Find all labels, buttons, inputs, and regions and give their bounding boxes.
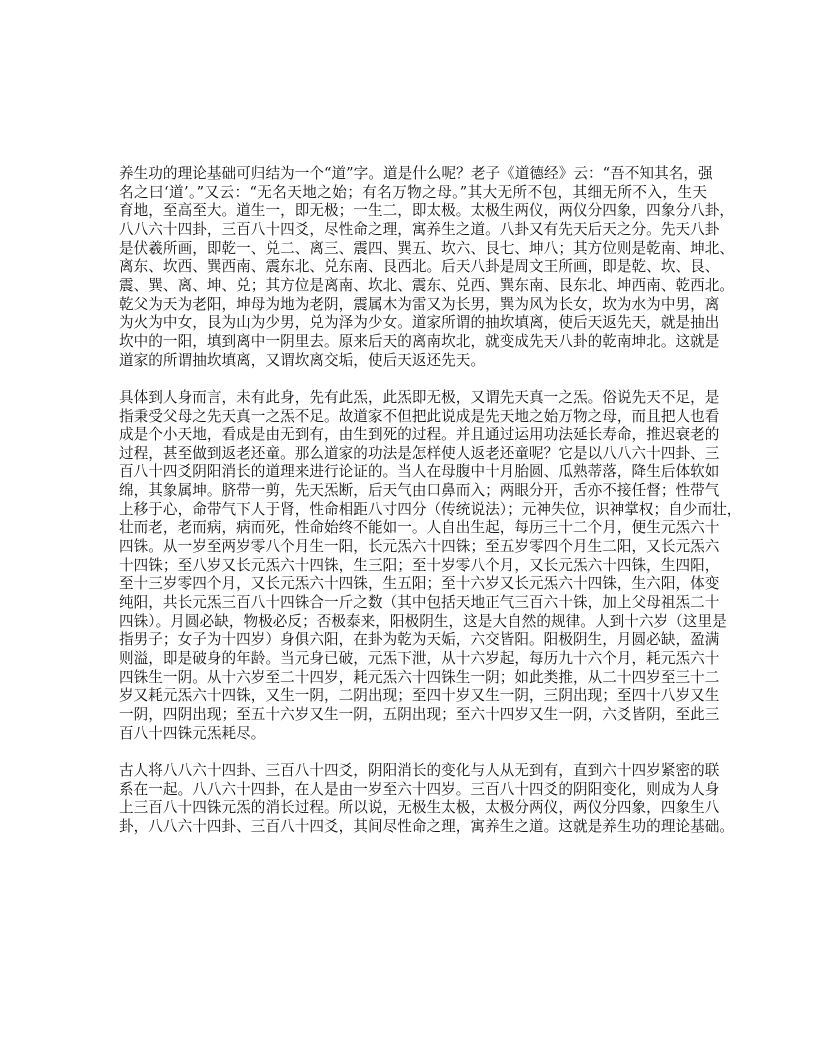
text-line: 至十三岁零四个月，又长元炁六十四铢，生五阳；至十六岁又长元炁六十四铢，生六阳，体变: [119, 575, 720, 593]
document-page: [119, 165, 742, 855]
text-line: 系在一起。八八六十四卦，在人是由一岁至六十四岁。三百八十四爻的阴阳变化，则成为人身: [119, 780, 720, 798]
text-line: 四铢）。月圆必缺，物极必反；否极泰来，阳极阴生，这是大自然的规律。人到十六岁（这里是: [119, 612, 727, 630]
text-line: 一阴，四阴出现；至五十六岁又生一阴，五阴出现；至六十四岁又生一阴，六爻皆阴，至此三: [119, 706, 720, 724]
text-line: 坎中的一阳，填到离中一阴里去。原来后天的离南坎北，就变成先天八卦的乾南坤北。这就是: [119, 332, 720, 350]
text-line: 指秉受父母之先天真一之炁不足。故道家不但把此说成是先天地之始万物之母，而且把人也看: [119, 407, 720, 425]
text-line: 绵，其象属坤。脐带一剪，先天炁断，后天气由口鼻而入；两眼分开，舌亦不接任督；性带气: [119, 482, 720, 500]
text-line: 古人将八八六十四卦、三百八十四爻，阴阳消长的变化与人从无到有，直到六十四岁紧密的联: [119, 761, 720, 779]
text-line: 壮而老，老而病，病而死，性命始终不能如一。人自出生起，每历三十二个月，便生元炁六十: [119, 519, 720, 537]
text-line: 育地，至高至大。道生一，即无极；一生二，即太极。太极生两仪，两仪分四象，四象分八卦，: [119, 202, 735, 220]
text-line: 为火为中女，艮为山为少男，兑为泽为少女。道家所谓的抽坎填离，使后天返先天，就是抽出: [119, 314, 720, 332]
text-line: 四铢。从一岁至两岁零八个月生一阳，长元炁六十四铢；至五岁零四个月生二阳，又长元炁六: [119, 538, 720, 556]
text-line: 纯阳，共长元炁三百八十四铢合一斤之数（其中包括天地正气三百六十铢，加上父母祖炁二十: [119, 594, 720, 612]
text-line: 过程，甚至做到返老还童。那么道家的功法是怎样使人返老还童呢？它是以八八六十四卦、三: [119, 444, 720, 462]
text-line: 八八六十四卦，三百八十四爻，尽性命之理，寓养生之道。八卦又有先天后天之分。先天八卦: [119, 220, 720, 238]
text-line: 震、巽、离、坤、兑；其方位是离南、坎北、震东、兑西、巽东南、艮东北、坤西南、乾西北。: [119, 276, 735, 294]
text-line: 成是个小天地，看成是由无到有，由生到死的过程。并且通过运用功法延长寿命，推迟衰老的: [119, 426, 720, 444]
text-line: 岁又耗元炁六十四铢，又生一阴，二阴出现；至四十岁又生一阴，三阴出现；至四十八岁又生: [119, 687, 720, 705]
text-line: 四铢生一阴。从十六岁至二十四岁，耗元炁六十四铢生一阴；如此类推，从二十四岁至三十二: [119, 668, 720, 686]
text-line: 养生功的理论基础可归结为一个“道”字。道是什么呢？老子《道德经》云：“吾不知其名，强: [119, 165, 713, 182]
text-line: 乾父为天为老阳，坤母为地为老阴，震属木为雷又为长男，巽为风为长女，坎为水为中男，离: [119, 295, 720, 313]
text-line: 指男子；女子为十四岁）身俱六阳，在卦为乾为天姤，六交皆阳。阳极阴生，月圆必缺，盈满: [119, 631, 720, 649]
text-line: 百八十四铢元炁耗尽。: [119, 724, 266, 742]
text-line: 上移于心，命带气下人于肾，性命相距八寸四分（传统说法）；元神失位，识神掌权；自少而壮，: [119, 500, 742, 518]
paragraph-1: [119, 165, 735, 370]
text-line: 道家的所谓抽坎填离，又谓坎离交垢，使后天返还先天。: [119, 351, 486, 369]
paragraph-2: [119, 388, 742, 743]
text-line: 则溢，即是破身的年龄。当元身已破，元炁下泄，从十六岁起，每历九十六个月，耗元炁六十: [119, 650, 720, 668]
text-line: 卦，八八六十四卦、三百八十四爻，其间尽性命之理，寓养生之道。这就是养生功的理论基础。: [119, 817, 735, 835]
text-line: 十四铢；至八岁又长元炁六十四铢，生三阳；至十岁零八个月，又长元炁六十四铢，生四阳，: [119, 556, 720, 574]
text-line: 上三百八十四铢元炁的消长过程。所以说，无极生太极，太极分两仪，两仪分四象，四象生八: [119, 799, 720, 817]
text-line: 离东、坎西、巽西南、震东北、兑东南、艮西北。后天八卦是周文王所画，即是乾、坎、艮、: [119, 258, 720, 276]
text-line: 是伏羲所画，即乾一、兑二、离三、震四、巽五、坎六、艮七、坤八；其方位则是乾南、坤北、: [119, 239, 735, 257]
text-line: 名之曰‘道’。”又云：“无名天地之始；有名万物之母。”其大无所不包，其细无所不入，生天: [119, 183, 707, 201]
text-line: 百八十四爻阴阳消长的道理来进行论证的。当人在母腹中十月胎圆、瓜熟蒂落，降生后体软如: [119, 463, 720, 481]
text-line: 具体到人身而言，未有此身，先有此炁，此炁即无极，又谓先天真一之炁。俗说先天不足，是: [119, 388, 720, 406]
paragraph-3: [119, 761, 735, 837]
